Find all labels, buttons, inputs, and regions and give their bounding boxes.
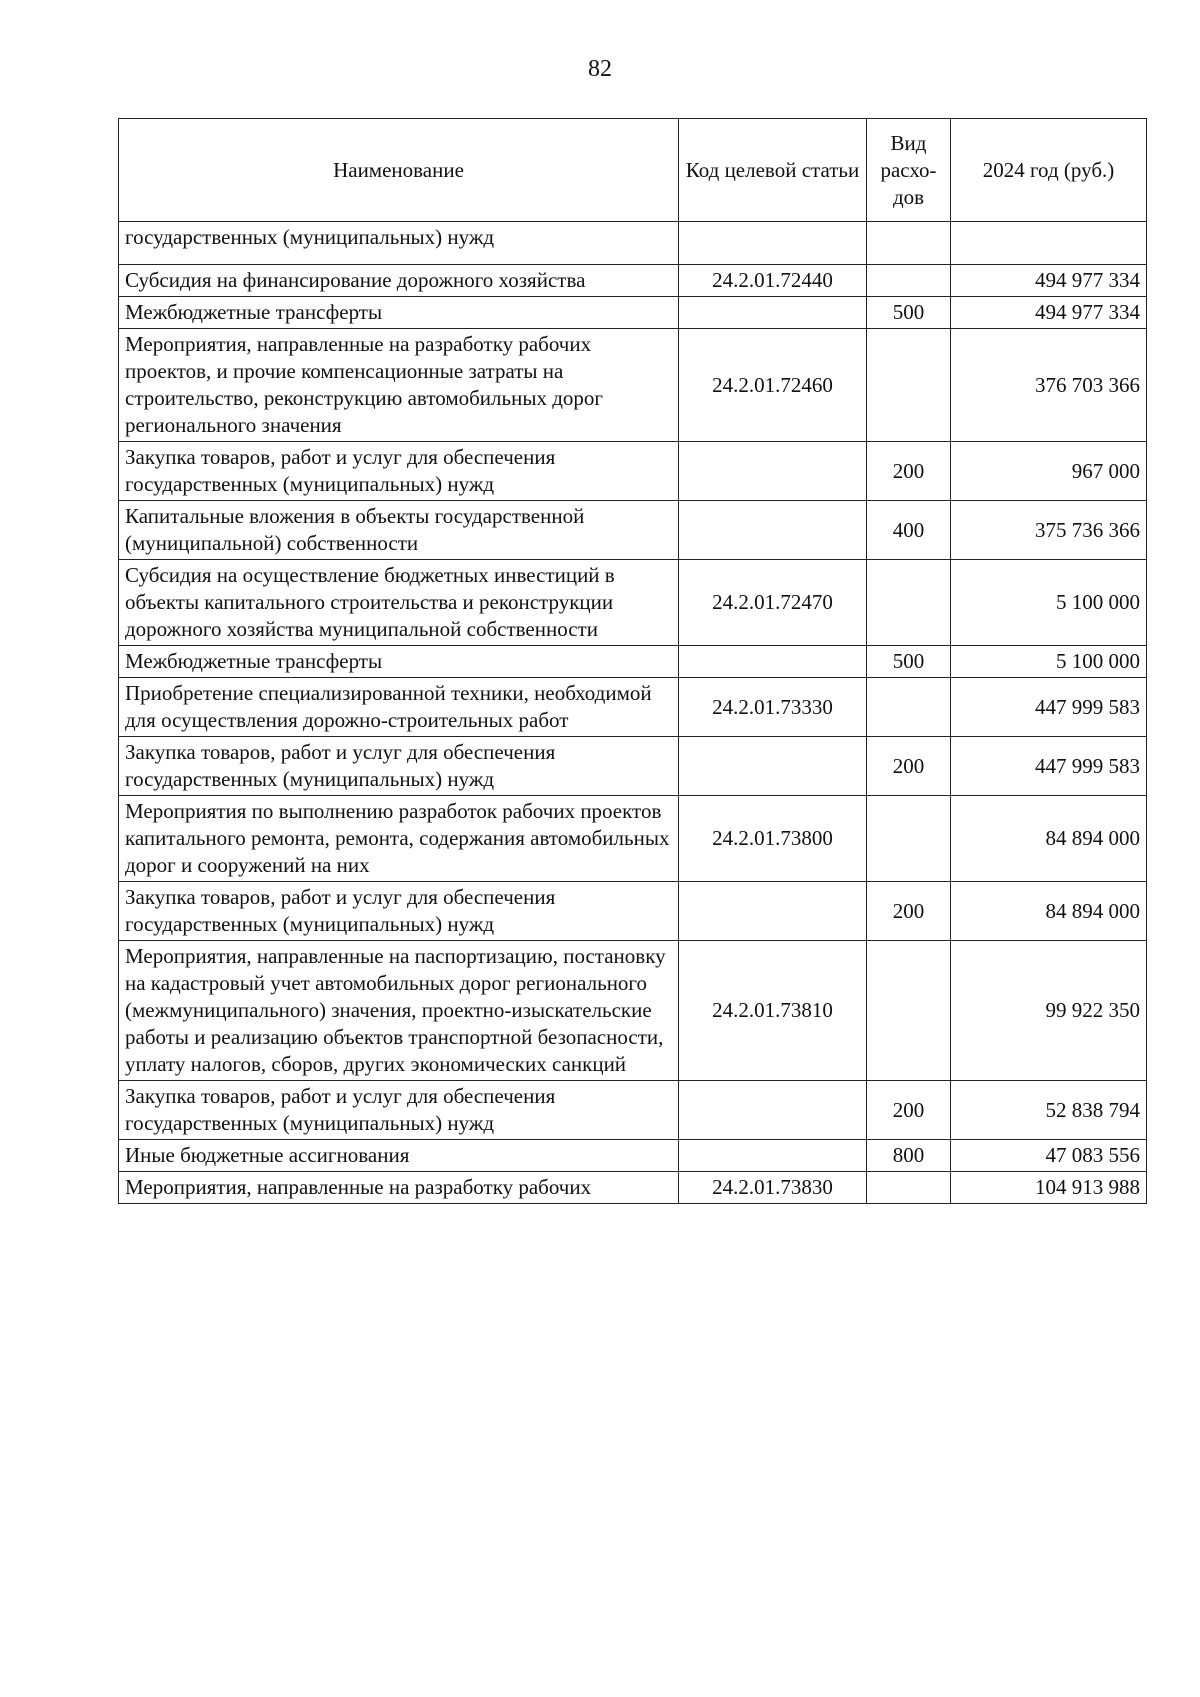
row-sum: 5 100 000 [951,646,1147,678]
row-code [679,222,867,265]
row-code: 24.2.01.72470 [679,560,867,646]
row-type [867,678,951,737]
table-row [119,941,1147,1081]
row-name: Субсидия на осуществление бюджетных инвестиций в объекты капитального строительства и реконструкции дорожного хозяйства муниципальной собственности [119,560,679,646]
row-type [867,941,951,1081]
row-code [679,646,867,678]
row-type [867,796,951,882]
row-sum: 84 894 000 [951,796,1147,882]
table-row [119,329,1147,442]
page-number: 82 [588,56,612,82]
row-code: 24.2.01.72460 [679,329,867,442]
row-name: Капитальные вложения в объекты государственной (муниципальной) собственности [119,501,679,560]
row-code: 24.2.01.73330 [679,678,867,737]
row-name: Межбюджетные трансферты [119,646,679,678]
table-row [119,737,1147,796]
table-header-row [119,119,1147,222]
header-name: Наименование [119,119,679,222]
row-name: Приобретение специализированной техники, необходимой для осуществления дорожно-строительных работ [119,678,679,737]
table-row [119,1081,1147,1140]
row-type: 200 [867,882,951,941]
table-row [119,442,1147,501]
row-code [679,1081,867,1140]
row-name: государственных (муниципальных) нужд [119,222,679,265]
row-type: 200 [867,1081,951,1140]
table-row [119,678,1147,737]
row-name: Субсидия на финансирование дорожного хозяйства [119,265,679,297]
row-code [679,1140,867,1172]
row-code [679,442,867,501]
row-sum: 84 894 000 [951,882,1147,941]
budget-table [118,118,1147,1204]
row-sum: 99 922 350 [951,941,1147,1081]
row-type: 500 [867,646,951,678]
row-type [867,265,951,297]
row-name: Закупка товаров, работ и услуг для обеспечения государственных (муниципальных) нужд [119,1081,679,1140]
row-sum: 52 838 794 [951,1081,1147,1140]
header-code: Код целевой статьи [679,119,867,222]
row-sum: 376 703 366 [951,329,1147,442]
row-code [679,297,867,329]
row-sum: 104 913 988 [951,1172,1147,1204]
table-row [119,1140,1147,1172]
table-row [119,297,1147,329]
table-row [119,646,1147,678]
table-row [119,1172,1147,1204]
row-type [867,222,951,265]
row-sum: 47 083 556 [951,1140,1147,1172]
row-name: Межбюджетные трансферты [119,297,679,329]
row-sum: 494 977 334 [951,297,1147,329]
header-sum: 2024 год (руб.) [951,119,1147,222]
row-type: 400 [867,501,951,560]
row-name: Закупка товаров, работ и услуг для обеспечения государственных (муниципальных) нужд [119,442,679,501]
row-sum: 967 000 [951,442,1147,501]
row-code: 24.2.01.73830 [679,1172,867,1204]
row-sum: 5 100 000 [951,560,1147,646]
table-row [119,882,1147,941]
row-sum: 447 999 583 [951,678,1147,737]
table-row [119,222,1147,265]
row-type: 200 [867,737,951,796]
row-name: Закупка товаров, работ и услуг для обеспечения государственных (муниципальных) нужд [119,882,679,941]
row-type [867,329,951,442]
row-sum: 447 999 583 [951,737,1147,796]
row-sum: 494 977 334 [951,265,1147,297]
table-row [119,501,1147,560]
row-code [679,882,867,941]
row-code: 24.2.01.73800 [679,796,867,882]
row-type: 800 [867,1140,951,1172]
row-code: 24.2.01.73810 [679,941,867,1081]
row-type [867,1172,951,1204]
table-row [119,796,1147,882]
row-code: 24.2.01.72440 [679,265,867,297]
row-code [679,501,867,560]
row-name: Мероприятия, направленные на паспортизацию, постановку на кадастровый учет автомобильных дорог регионального (межмуниципального) значения, проектно-изыскательские работы и реализацию объектов транспортной безопасности, уплату налогов, сборов, других экономических санкций [119,941,679,1081]
row-name: Мероприятия, направленные на разработку рабочих [119,1172,679,1204]
row-code [679,737,867,796]
row-type [867,560,951,646]
row-type: 200 [867,442,951,501]
row-sum [951,222,1147,265]
row-sum: 375 736 366 [951,501,1147,560]
row-name: Мероприятия, направленные на разработку рабочих проектов, и прочие компенсационные затраты на строительство, реконструкцию автомобильных дорог регионального значения [119,329,679,442]
row-name: Мероприятия по выполнению разработок рабочих проектов капитального ремонта, ремонта, содержания автомобильных дорог и сооружений на них [119,796,679,882]
header-type: Вид расхо-дов [867,119,951,222]
row-type: 500 [867,297,951,329]
table-row [119,265,1147,297]
row-name: Закупка товаров, работ и услуг для обеспечения государственных (муниципальных) нужд [119,737,679,796]
row-name: Иные бюджетные ассигнования [119,1140,679,1172]
table-row [119,560,1147,646]
